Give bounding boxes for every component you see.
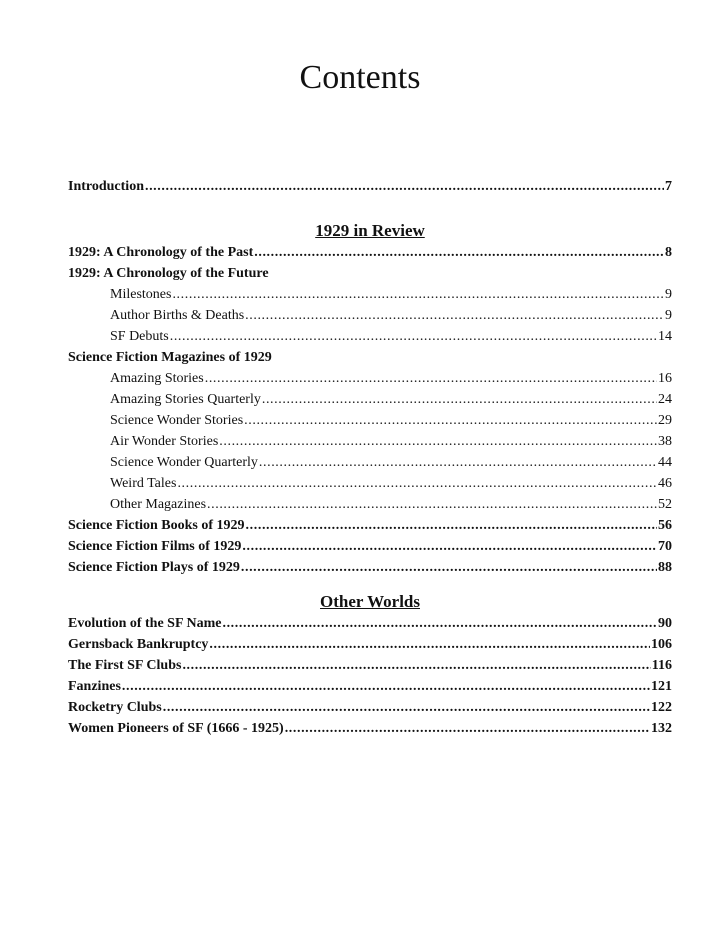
toc-entry-label: Women Pioneers of SF (1666 - 1925) [68,721,284,736]
dot-leader [172,284,664,305]
toc-entry-page: 16 [658,371,672,386]
section-heading-other-worlds: Other Worlds [320,592,420,611]
toc-entry[interactable] [68,536,672,557]
toc-entry[interactable] [68,305,672,326]
toc-entry[interactable] [68,515,672,536]
toc-entry[interactable] [68,473,672,494]
dot-leader [145,176,664,197]
toc-entry[interactable] [68,389,672,410]
toc-entry-label: Science Wonder Stories [110,413,244,428]
toc-entry-label: Amazing Stories [110,371,204,386]
dot-leader [182,655,650,676]
toc-entry-page: 44 [658,455,672,470]
toc-entry-page: 56 [658,518,672,533]
toc-entry-page: 122 [651,700,672,715]
dot-leader [170,326,657,347]
toc-entry-label: SF Debuts [110,329,169,344]
toc-entry-label: Weird Tales [110,476,177,491]
toc-entry[interactable] [68,634,672,655]
dot-leader [245,305,664,326]
toc-entry-label: Gernsback Bankruptcy [68,637,209,652]
toc-entry-page: 24 [658,392,672,407]
toc-entry-page: 88 [658,560,672,575]
toc-entry-label: Amazing Stories Quarterly [110,392,261,407]
dot-leader [262,389,657,410]
toc-entry-page: 116 [651,658,672,673]
spacer [68,578,672,591]
toc-entry-label: Science Fiction Plays of 1929 [68,560,240,575]
toc-entry-label: Rocketry Clubs [68,700,162,715]
dot-leader [163,697,650,718]
section-1929-in-review [68,242,672,578]
toc-entry-label: 1929: A Chronology of the Future [68,266,269,281]
toc-entry-label: Milestones [110,287,172,302]
dot-leader [222,613,657,634]
toc-entry-page: 29 [658,413,672,428]
toc-entry[interactable] [68,431,672,452]
toc-entry[interactable] [68,326,672,347]
toc-entry[interactable] [68,613,672,634]
dot-leader [242,536,657,557]
toc-entry-label: Author Births & Deaths [110,308,245,323]
dot-leader [285,718,650,739]
toc-entry-label: 1929: A Chronology of the Past [68,245,254,260]
toc-entry-page: 52 [658,497,672,512]
toc-entry-page: 70 [658,539,672,554]
dot-leader [122,676,650,697]
toc-entry-page: 121 [651,679,672,694]
toc-entry-label: Science Fiction Magazines of 1929 [68,350,272,365]
toc-entry-page: 9 [665,308,672,323]
dot-leader [254,242,664,263]
toc-entry[interactable] [68,494,672,515]
toc-entry-label: Introduction [68,179,144,194]
page-title: Contents [299,59,421,96]
toc-entry-page: 14 [658,329,672,344]
toc-entry-page: 46 [658,476,672,491]
toc-entry[interactable] [68,697,672,718]
dot-leader [207,494,657,515]
dot-leader [244,410,657,431]
toc-entry-page: 132 [651,721,672,736]
toc-entry-label: Science Fiction Books of 1929 [68,518,245,533]
toc-entry-label: Other Magazines [110,497,207,512]
dot-leader [259,452,657,473]
toc-entry[interactable] [68,452,672,473]
toc-entry-page: 90 [658,616,672,631]
toc-entry-page: 106 [651,637,672,652]
toc-entry[interactable] [68,557,672,578]
toc-entry[interactable] [68,676,672,697]
toc-entry[interactable] [68,263,672,284]
toc-entry-introduction[interactable] [68,176,672,197]
table-of-contents [68,176,672,739]
toc-entry-label: Evolution of the SF Name [68,616,222,631]
toc-entry-label: Air Wonder Stories [110,434,219,449]
toc-entry[interactable] [68,347,672,368]
toc-entry-label: Science Fiction Films of 1929 [68,539,242,554]
dot-leader [246,515,657,536]
toc-entry-page: 38 [658,434,672,449]
toc-entry-label: Science Wonder Quarterly [110,455,258,470]
dot-leader [219,431,657,452]
toc-entry[interactable] [68,284,672,305]
toc-entry-page: 9 [665,287,672,302]
toc-entry-label: The First SF Clubs [68,658,182,673]
toc-entry-page: 8 [665,245,672,260]
toc-entry-label: Fanzines [68,679,121,694]
dot-leader [177,473,657,494]
toc-entry[interactable] [68,368,672,389]
toc-entry[interactable] [68,655,672,676]
spacer [68,197,672,220]
section-heading-1929-in-review: 1929 in Review [315,221,425,240]
toc-entry[interactable] [68,410,672,431]
dot-leader [205,368,657,389]
toc-entry-page: 7 [665,179,672,194]
toc-entry[interactable] [68,718,672,739]
dot-leader [209,634,650,655]
toc-entry[interactable] [68,242,672,263]
dot-leader [241,557,657,578]
section-other-worlds [68,613,672,739]
